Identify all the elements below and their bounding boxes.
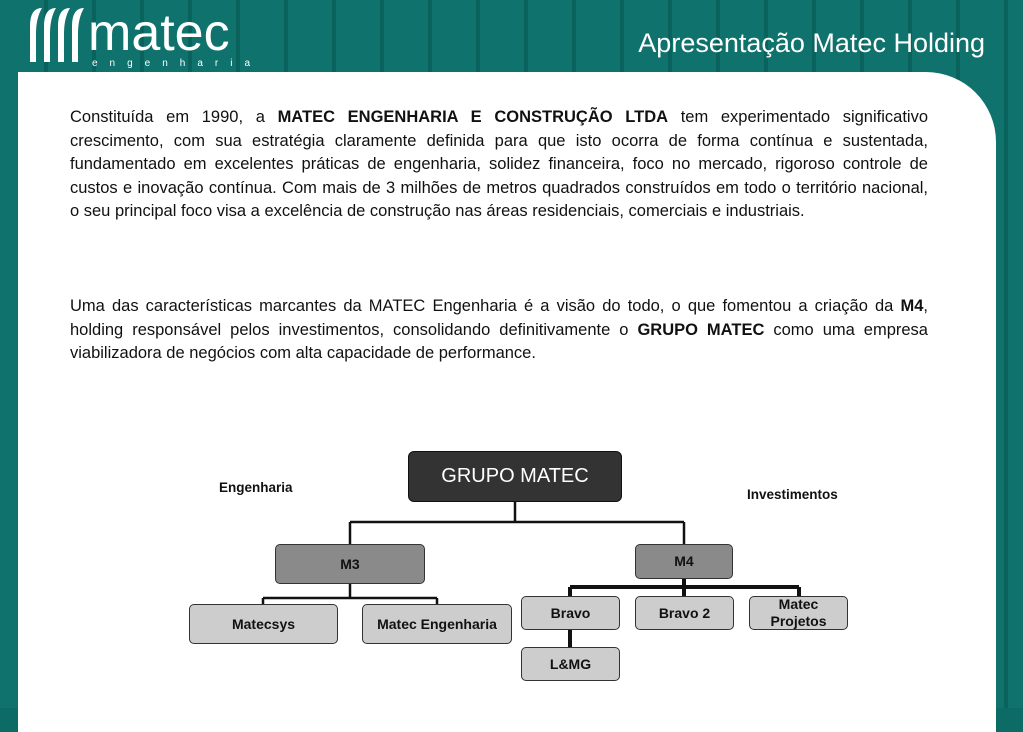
slide-title: Apresentação Matec Holding [638,28,985,58]
holding-text-1: Uma das características marcantes da MATEC Engenharia é a visão do todo, o que fomentou a criação da [70,297,901,315]
m4-emphasis: M4 [900,297,924,315]
investimentos-label: Investimentos [747,487,838,502]
holding-text-2: , holding responsável pelos investimentos, consolidando definitivamente o [70,297,928,339]
org-node-grupo-matec: GRUPO MATEC [408,451,622,502]
grupo-matec-emphasis: GRUPO MATEC [637,320,765,339]
intro-text-2: tem experimentado significativo crescimento, com sua estratégia claramente definida para que isto ocorra de forma contínua e sustentada, fundamentado em excelentes práticas de engenharia, solidez financeira, foco no mercado, rigoroso controle de custos e inovação contínua. Com mais de 3 milhões de metros quadrados construídos em todo o território nacional, o seu principal foco visa a excelência de construção nas áreas residenciais, comerciais e industriais. [70,108,928,220]
holding-text-3: como uma empresa viabilizadora de negócios com alta capacidade de performance. [70,320,928,362]
intro-text-1: Constituída em 1990, a [70,108,278,126]
engenharia-label: Engenharia [219,480,293,495]
org-node-bravo-2: Bravo 2 [635,596,734,630]
logo-subtitle: engenharia [92,58,263,69]
org-node-m3: M3 [275,544,425,584]
org-node-matec-engenharia: Matec Engenharia [362,604,512,644]
logo-wordmark: matec [88,4,230,62]
org-node-matec-projetos: Matec Projetos [749,596,848,630]
org-node-matecsys: Matecsys [189,604,338,644]
org-node-bravo: Bravo [521,596,620,630]
org-node-m4: M4 [635,544,733,579]
company-name: MATEC ENGENHARIA E CONSTRUÇÃO LTDA [277,108,669,126]
org-node-lmg: L&MG [521,647,620,681]
